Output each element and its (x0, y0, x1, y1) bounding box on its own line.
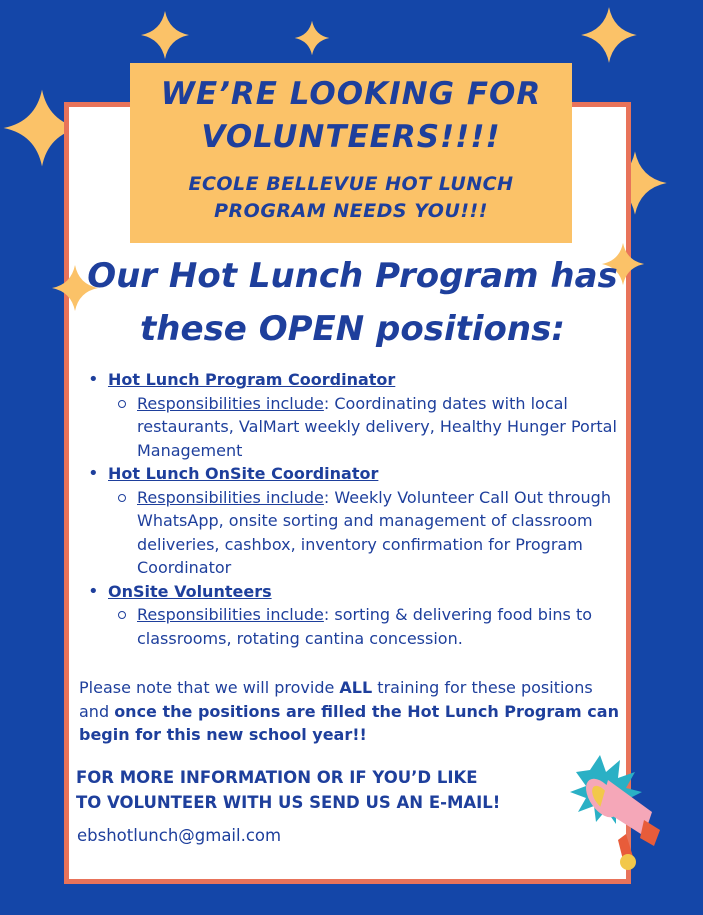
contact-heading (76, 766, 556, 815)
training-note (79, 676, 624, 747)
circle-bullet-icon (118, 494, 126, 502)
headline-line2: these OPEN positions: (140, 309, 565, 349)
responsibilities (80, 603, 628, 650)
responsibilities-text: : sorting & delivering food bins to classrooms, rotating cantina concession. (137, 605, 593, 648)
page-title (75, 250, 630, 356)
bullet-icon: • (88, 463, 99, 484)
contact-line1: FOR MORE INFORMATION OR IF YOU’D LIKE (76, 768, 478, 787)
responsibilities-label: Responsibilities include (137, 393, 324, 413)
responsibilities-text: : Coordinating dates with local restaurants, ValMart weekly delivery, Healthy Hunger Portal Management (137, 393, 617, 460)
list-item (80, 368, 628, 392)
positions-list (80, 368, 628, 650)
banner-title-line1: WE’RE LOOKING FOR (160, 76, 542, 112)
list-item (80, 462, 628, 486)
banner-subtitle-line1: ECOLE BELLEVUE HOT LUNCH (188, 173, 514, 195)
position-title: Hot Lunch Program Coordinator (108, 370, 396, 389)
sparkle-star-icon (140, 10, 190, 60)
note-text: Please note that we will provide (79, 678, 340, 697)
note-bold: ALL (339, 678, 373, 697)
bullet-icon: • (88, 580, 99, 602)
note-text: training for these positions and (79, 678, 593, 721)
circle-bullet-icon (118, 400, 126, 408)
banner-title-line2: VOLUNTEERS!!!! (201, 119, 501, 155)
responsibilities (80, 392, 628, 463)
responsibilities-label: Responsibilities include (137, 605, 324, 624)
bullet-icon: • (88, 369, 99, 390)
volunteer-banner (130, 63, 572, 243)
banner-subtitle-line2: PROGRAM NEEDS YOU!!! (214, 200, 488, 222)
position-title: OnSite Volunteers (108, 581, 272, 601)
megaphone-icon (560, 750, 670, 875)
responsibilities-text: : Weekly Volunteer Call Out through WhatsApp, onsite sorting and management of classroom deliveries, cashbox, inventory confirmation for Program Coordinator (137, 487, 611, 577)
position-title: Hot Lunch OnSite Coordinator (108, 464, 379, 483)
circle-bullet-icon (118, 611, 126, 619)
responsibilities-label: Responsibilities include (137, 487, 324, 507)
responsibilities (80, 486, 628, 580)
sparkle-star-icon (294, 20, 330, 56)
sparkle-star-icon (580, 6, 638, 64)
headline-line1: Our Hot Lunch Program has (87, 256, 618, 296)
note-bold: once the positions are filled the Hot Lunch Program can begin for this new school year!! (79, 701, 619, 744)
contact-line2: TO VOLUNTEER WITH US SEND US AN E-MAIL! (76, 792, 501, 812)
email-link[interactable]: ebshotlunch@gmail.com (77, 826, 282, 845)
list-item (80, 580, 628, 604)
